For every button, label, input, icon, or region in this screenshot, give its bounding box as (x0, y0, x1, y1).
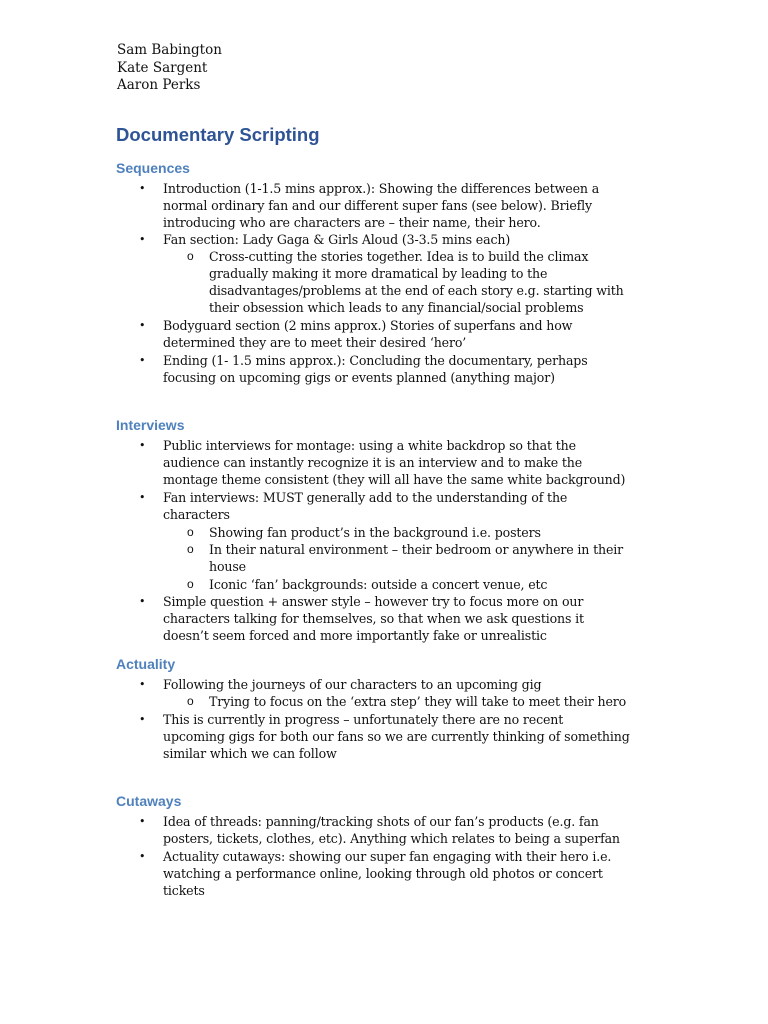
item-text-line: Iconic ‘fan’ backgrounds: outside a concert venue, etc (209, 577, 548, 592)
item-text-line: watching a performance online, looking through old photos or concert (163, 866, 603, 881)
item-text-line: doesn’t seem forced and more importantly fake or unrealistic (163, 628, 547, 643)
item-text-line: determined they are to meet their desired ‘hero’ (163, 335, 467, 350)
item-text-line: Cross-cutting the stories together. Idea is to build the climax (209, 249, 589, 264)
item-text-line: introducing who are characters are – their name, their hero. (163, 215, 541, 230)
item-text-line: Fan interviews: MUST generally add to the understanding of the (163, 490, 568, 505)
bullet-marker: • (139, 319, 146, 332)
item-text-line: montage theme consistent (they will all have the same white background) (163, 472, 626, 487)
item-text-line: disadvantages/problems at the end of each story e.g. starting with (209, 283, 624, 298)
section-heading-interviews: Interviews (116, 417, 185, 433)
item-text-line: Idea of threads: panning/tracking shots of our fan’s products (e.g. fan (163, 814, 599, 829)
bullet-marker: • (139, 815, 146, 828)
bullet-marker: • (139, 354, 146, 367)
item-text-line: posters, tickets, clothes, etc). Anything which relates to being a superfan (163, 831, 620, 846)
bullet-marker: • (139, 595, 146, 608)
item-text-line: focusing on upcoming gigs or events planned (anything major) (163, 370, 555, 385)
author-name: Aaron Perks (117, 77, 201, 93)
item-text-line: Following the journeys of our characters to an upcoming gig (163, 677, 542, 692)
item-text-line: house (209, 559, 246, 574)
sub-bullet-marker: o (187, 249, 194, 263)
item-text-line: Introduction (1-1.5 mins approx.): Showing the differences between a (163, 181, 600, 196)
item-text-line: Trying to focus on the ‘extra step’ they will take to meet their hero (209, 694, 627, 709)
author-name: Sam Babington (117, 42, 222, 58)
sub-bullet-marker: o (187, 542, 194, 556)
item-text-line: characters (163, 507, 230, 522)
section-heading-sequences: Sequences (116, 160, 190, 176)
bullet-marker: • (139, 678, 146, 691)
item-text-line: audience can instantly recognize it is an interview and to make the (163, 455, 583, 470)
sub-bullet-marker: o (187, 694, 194, 708)
item-text-line: This is currently in progress – unfortunately there are no recent (163, 712, 564, 727)
item-text-line: Showing fan product’s in the background i.e. posters (209, 525, 541, 540)
item-text-line: gradually making it more dramatical by leading to the (209, 266, 548, 281)
item-text-line: Fan section: Lady Gaga & Girls Aloud (3-3.5 mins each) (163, 232, 511, 247)
bullet-marker: • (139, 182, 146, 195)
item-text-line: normal ordinary fan and our different super fans (see below). Briefly (163, 198, 593, 213)
item-text-line: Bodyguard section (2 mins approx.) Stories of superfans and how (163, 318, 573, 333)
item-text-line: Ending (1- 1.5 mins approx.): Concluding the documentary, perhaps (163, 353, 588, 368)
sub-bullet-marker: o (187, 577, 194, 591)
document-title: Documentary Scripting (116, 124, 320, 145)
item-text-line: In their natural environment – their bedroom or anywhere in their (209, 542, 624, 557)
item-text-line: characters talking for themselves, so that when we ask questions it (163, 611, 584, 626)
author-name: Kate Sargent (117, 59, 208, 76)
item-text-line: similar which we can follow (163, 746, 337, 761)
bullet-marker: • (139, 850, 146, 863)
item-text-line: Public interviews for montage: using a white backdrop so that the (163, 438, 576, 453)
section-heading-actuality: Actuality (116, 656, 176, 672)
author-list (117, 42, 222, 95)
item-text-line: tickets (163, 883, 205, 898)
item-text-line: their obsession which leads to any financial/social problems (209, 300, 584, 315)
item-text-line: Actuality cutaways: showing our super fan engaging with their hero i.e. (163, 849, 612, 864)
item-text-line: Simple question + answer style – however try to focus more on our (163, 594, 584, 609)
item-text-line: upcoming gigs for both our fans so we are currently thinking of something (163, 729, 630, 744)
bullet-marker: • (139, 439, 146, 452)
sub-bullet-marker: o (187, 525, 194, 539)
bullet-marker: • (139, 491, 146, 504)
bullet-marker: • (139, 713, 146, 726)
section-heading-cutaways: Cutaways (116, 793, 182, 809)
bullet-marker: • (139, 233, 146, 246)
